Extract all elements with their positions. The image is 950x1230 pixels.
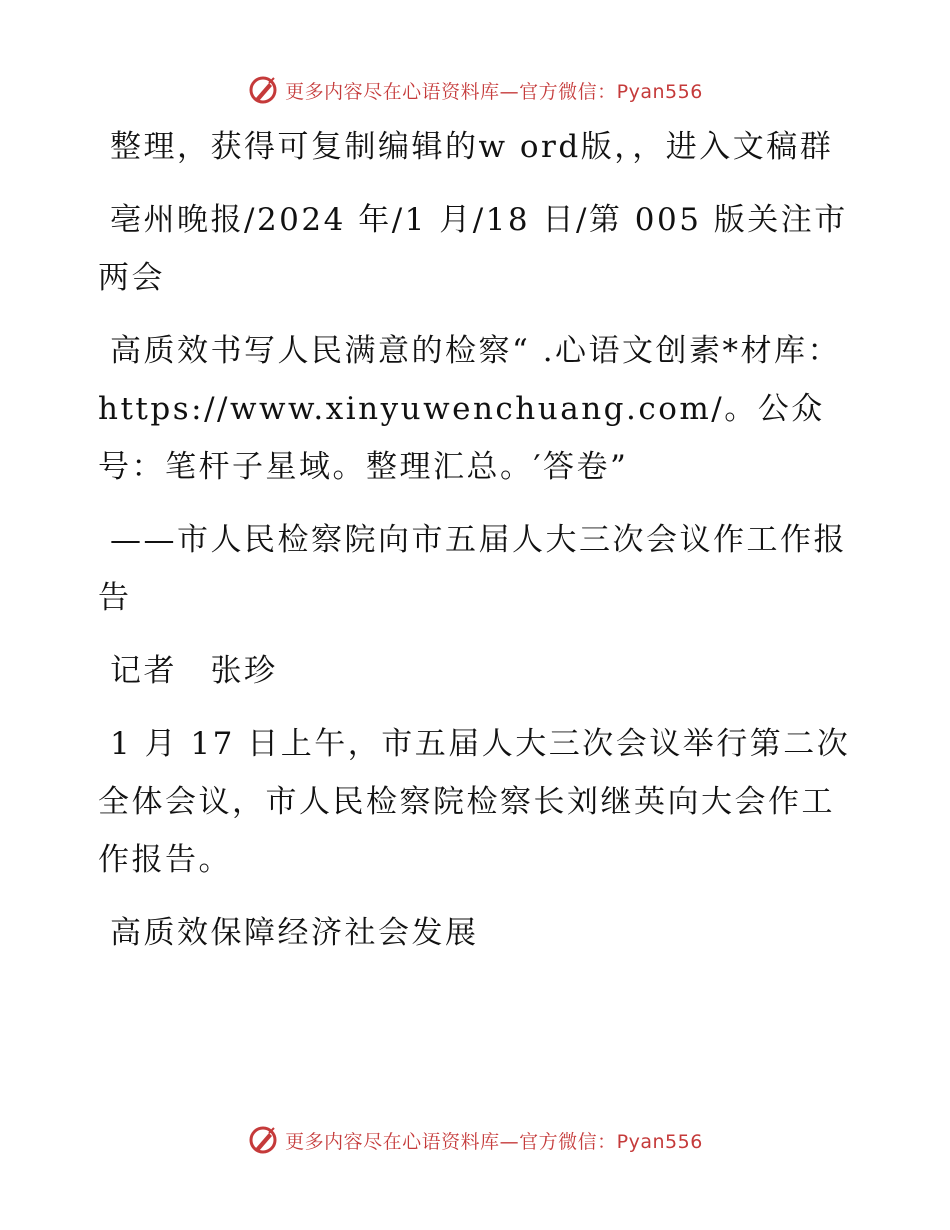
pen-logo-icon bbox=[247, 74, 279, 106]
paragraph-lead: 1 月 17 日上午，市五届人大三次会议举行第二次全体会议，市人民检察院检察长刘继英向大会作工作报告。 bbox=[98, 726, 851, 878]
paragraph-intro: 整理，获得可复制编辑的w ord版，，进入文稿群 bbox=[110, 129, 834, 165]
document-body bbox=[98, 118, 858, 977]
header-banner bbox=[0, 70, 950, 110]
paragraph-reporter: 记者 张珍 bbox=[110, 653, 278, 689]
paragraph-source: 亳州晚报/2024 年/1 月/18 日/第 005 版关注市两会 bbox=[98, 202, 848, 296]
paragraph-section-heading: 高质效保障经济社会发展 bbox=[110, 915, 479, 951]
pen-logo-icon bbox=[247, 1124, 279, 1156]
paragraph-subtitle: ——市人民检察院向市五届人大三次会议作工作报告 bbox=[98, 522, 847, 616]
footer-banner-text: 更多内容尽在心语资料库—官方微信：Pyan556 bbox=[285, 1130, 703, 1153]
header-banner-text: 更多内容尽在心语资料库—官方微信：Pyan556 bbox=[285, 80, 703, 103]
paragraph-title: 高质效书写人民满意的检察“ .心语文创素*材库：https://www.xinyuwenchuang.com/。公众号：笔杆子星域。整理汇总。′答卷” bbox=[98, 333, 842, 485]
footer-banner bbox=[0, 1120, 950, 1160]
